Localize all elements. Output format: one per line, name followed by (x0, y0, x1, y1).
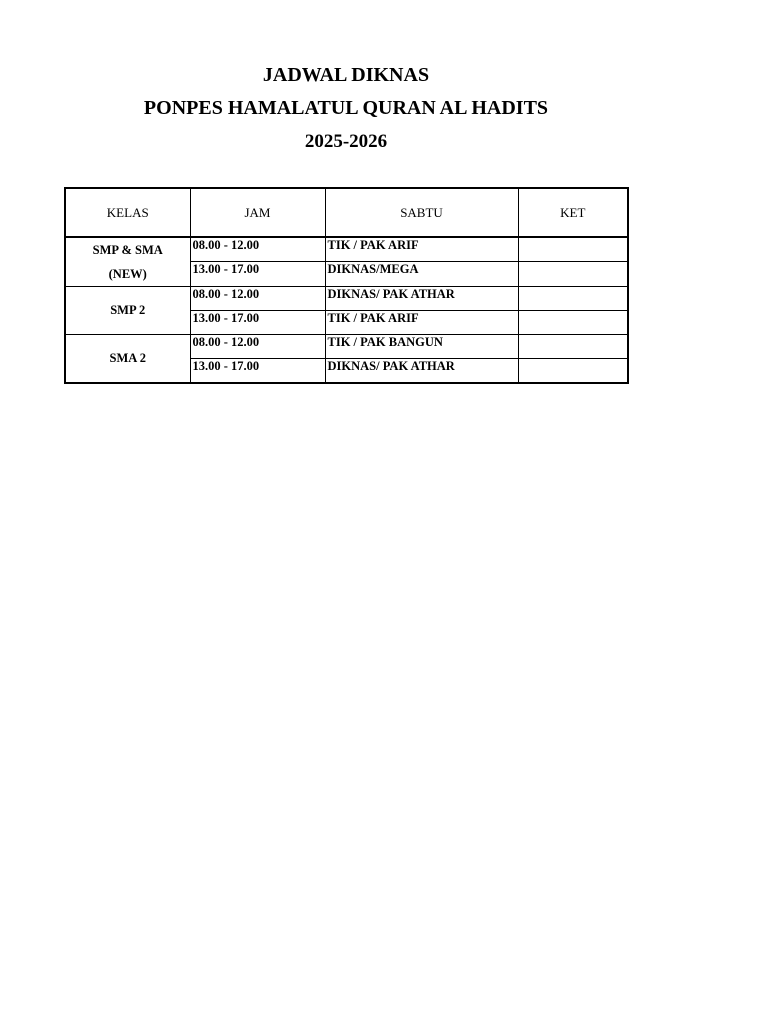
jam-cell: 13.00 - 17.00 (190, 262, 325, 287)
kelas-label: SMP 2 (110, 303, 146, 317)
jam-cell: 13.00 - 17.00 (190, 311, 325, 335)
sabtu-cell: DIKNAS/ PAK ATHAR (325, 287, 518, 311)
header-sabtu: SABTU (325, 188, 518, 237)
header-kelas: KELAS (65, 188, 190, 237)
sabtu-cell: TIK / PAK BANGUN (325, 335, 518, 359)
kelas-cell-smp-sma-new (65, 237, 190, 287)
document-year: 2025-2026 (304, 131, 388, 152)
sabtu-cell: TIK / PAK ARIF (325, 237, 518, 262)
sabtu-cell: TIK / PAK ARIF (325, 311, 518, 335)
jam-cell: 08.00 - 12.00 (190, 237, 325, 262)
table-row (65, 335, 628, 359)
kelas-cell-sma-2 (65, 335, 190, 383)
document-subtitle: PONPES HAMALATUL QURAN AL HADITS (143, 97, 549, 119)
header-ket: KET (518, 188, 628, 237)
ket-cell (518, 335, 628, 359)
ket-cell (518, 359, 628, 383)
table-row (65, 237, 628, 262)
table-row (65, 287, 628, 311)
schedule-table (64, 187, 629, 384)
kelas-label: SMP & SMA (92, 243, 163, 257)
ket-cell (518, 311, 628, 335)
kelas-cell-smp-2 (65, 287, 190, 335)
sabtu-cell: DIKNAS/ PAK ATHAR (325, 359, 518, 383)
kelas-label: SMA 2 (109, 350, 146, 365)
sabtu-cell: DIKNAS/MEGA (325, 262, 518, 287)
ket-cell (518, 262, 628, 287)
jam-cell: 08.00 - 12.00 (190, 335, 325, 359)
document-title: JADWAL DIKNAS (262, 64, 430, 86)
ket-cell (518, 287, 628, 311)
jam-cell: 13.00 - 17.00 (190, 359, 325, 383)
header-jam: JAM (190, 188, 325, 237)
kelas-label-line2: (NEW) (108, 267, 147, 281)
jam-cell: 08.00 - 12.00 (190, 287, 325, 311)
ket-cell (518, 237, 628, 262)
header-row (65, 188, 628, 237)
